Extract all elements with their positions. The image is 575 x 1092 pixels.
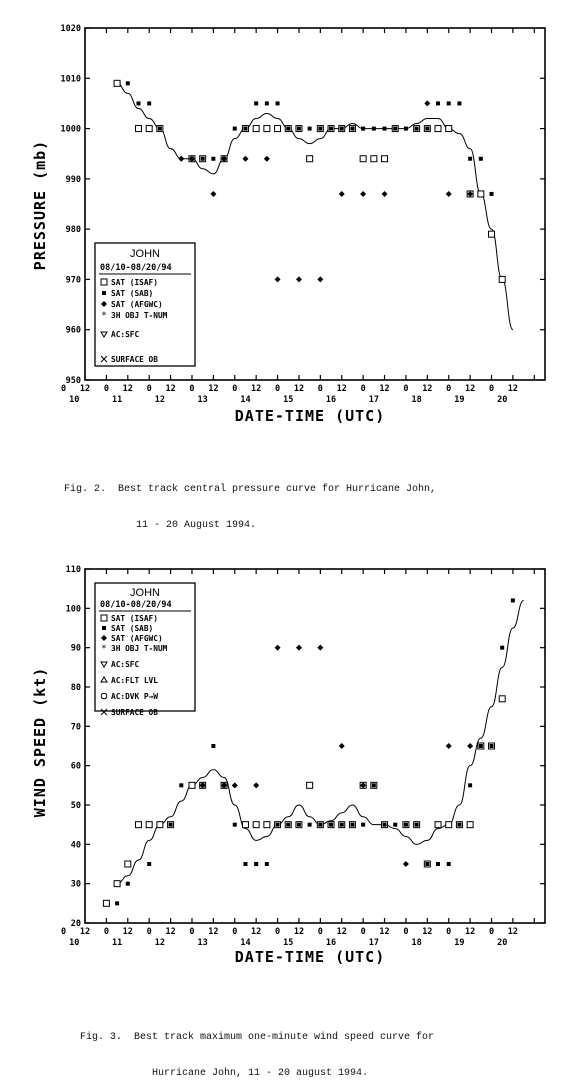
x-tick-day-label: 10 [69, 938, 80, 948]
x-tick-hour-label: 12 [507, 927, 519, 937]
sat-isaf-point [264, 822, 270, 828]
x-tick-hour-label: 0 [61, 927, 67, 937]
sat-sab-point [436, 101, 440, 105]
x-tick-hour-label: 0 [403, 927, 409, 937]
x-tick-hour-label: 0 [103, 927, 109, 937]
sat-sab-point [265, 862, 269, 866]
y-tick-label: 70 [70, 722, 81, 733]
sat-isaf-point [125, 861, 131, 867]
wind-y-axis-title: WIND SPEED (kt) [31, 666, 49, 818]
legend-entry-label: AC:FLT LVL [111, 676, 158, 685]
sat-sab-point [361, 127, 365, 131]
sat-sab-point [276, 101, 280, 105]
x-tick-hour-label: 12 [122, 384, 133, 394]
sat-sab-point [297, 823, 301, 827]
x-tick-hour-label: 0 [446, 384, 452, 394]
sat-afgwc-point [264, 156, 270, 162]
x-tick-day-label: 13 [197, 395, 208, 405]
sat-isaf-point [478, 191, 484, 197]
sat-sab-point [372, 783, 376, 787]
x-tick-hour-label: 12 [293, 384, 305, 394]
fig2-caption-line-1: Fig. 2. Best track central pressure curve for Hurricane John, [64, 484, 437, 495]
legend-marker: * [101, 311, 107, 321]
sat-isaf-point [242, 822, 248, 828]
y-tick-label: 110 [65, 565, 81, 575]
legend-dates: 08/10-08/20/94 [100, 600, 172, 610]
sat-afgwc-point [446, 191, 452, 197]
sat-sab-point [308, 823, 312, 827]
x-tick-day-label: 11 [111, 395, 123, 405]
sat-afgwc-point [275, 645, 281, 651]
x-tick-hour-label: 0 [232, 384, 238, 394]
x-tick-day-label: 17 [368, 938, 379, 948]
x-tick-hour-label: 0 [146, 927, 152, 937]
sat-isaf-point [371, 156, 377, 162]
x-tick-hour-label: 12 [422, 927, 433, 937]
sat-sab-point [404, 823, 408, 827]
legend-entry-label: AC:SFC [111, 330, 140, 339]
x-tick-day-label: 13 [197, 938, 208, 948]
fig3-caption-line-1: Fig. 3. Best track maximum one-minute wind speed curve for [80, 1032, 435, 1043]
sat-sab-point [383, 127, 387, 131]
sat-isaf-point [499, 276, 505, 282]
sat-afgwc-point [317, 276, 323, 282]
x-tick-day-label: 19 [454, 938, 465, 948]
sat-sab-point [308, 127, 312, 131]
sat-sab-point [468, 157, 472, 161]
sat-sab-point [457, 823, 461, 827]
y-tick-label: 30 [70, 879, 81, 890]
y-tick-label: 1000 [60, 124, 81, 135]
x-tick-hour-label: 12 [379, 927, 390, 937]
sat-sab-point [211, 744, 215, 748]
sat-sab-point [415, 823, 419, 827]
legend-title: JOHN [130, 587, 160, 599]
sat-afgwc-point [296, 645, 302, 651]
sat-isaf-point [135, 822, 141, 828]
sat-sab-point [383, 823, 387, 827]
legend-marker [102, 291, 106, 295]
sat-sab-point [350, 127, 354, 131]
x-tick-hour-label: 0 [103, 384, 109, 394]
sat-isaf-point [146, 822, 152, 828]
sat-sab-point [447, 101, 451, 105]
x-tick-hour-label: 0 [146, 384, 152, 394]
y-tick-label: 950 [65, 376, 81, 386]
sat-sab-point [393, 127, 397, 131]
x-tick-hour-label: 12 [379, 384, 390, 394]
x-tick-day-label: 16 [325, 938, 337, 948]
sat-sab-point [286, 127, 290, 131]
y-tick-label: 1010 [60, 74, 81, 85]
y-tick-label: 50 [70, 801, 81, 811]
x-tick-hour-label: 12 [293, 927, 305, 937]
legend-title: JOHN [130, 248, 160, 260]
sat-afgwc-point [210, 191, 216, 197]
sat-isaf-point [435, 822, 441, 828]
sat-sab-point [318, 127, 322, 131]
wind-x-axis-title: DATE-TIME (UTC) [234, 948, 386, 966]
sat-isaf-point [307, 156, 313, 162]
sat-sab-point [490, 744, 494, 748]
sat-isaf-point [189, 782, 195, 788]
y-tick-label: 90 [70, 643, 81, 654]
sat-sab-point [340, 127, 344, 131]
sat-isaf-point [135, 126, 141, 132]
legend-entry-label: SAT (ISAF) [111, 278, 158, 287]
sat-sab-point [201, 157, 205, 161]
y-tick-label: 1020 [60, 24, 81, 34]
sat-sab-point [415, 127, 419, 131]
wind-chart [0, 555, 575, 975]
x-tick-day-label: 20 [497, 938, 508, 948]
sat-sab-point [318, 823, 322, 827]
sat-sab-point [233, 823, 237, 827]
x-tick-hour-label: 12 [79, 384, 91, 394]
x-tick-hour-label: 0 [403, 384, 409, 394]
y-tick-label: 970 [65, 275, 81, 286]
sat-sab-point [329, 823, 333, 827]
legend-entry-label: SURFACE OB [111, 708, 158, 717]
x-tick-hour-label: 12 [165, 384, 176, 394]
sat-isaf-point [114, 80, 120, 86]
sat-sab-point [126, 882, 130, 886]
wind-legend [95, 583, 195, 717]
x-tick-hour-label: 0 [360, 927, 366, 937]
pressure-chart [0, 0, 575, 440]
sat-afgwc-point [339, 191, 345, 197]
sat-isaf-point [382, 156, 388, 162]
fig3-caption [80, 1008, 434, 1092]
sat-sab-point [233, 127, 237, 131]
sat-isaf-point [435, 126, 441, 132]
x-tick-hour-label: 12 [464, 927, 476, 937]
x-tick-day-label: 15 [283, 938, 294, 948]
sat-isaf-point [275, 126, 281, 132]
sat-isaf-point [467, 822, 473, 828]
sat-afgwc-point [232, 782, 238, 788]
sat-isaf-point [146, 126, 152, 132]
x-tick-day-label: 14 [240, 395, 251, 405]
sat-sab-point [147, 862, 151, 866]
x-tick-hour-label: 12 [336, 927, 347, 937]
x-tick-hour-label: 12 [336, 384, 347, 394]
sat-isaf-point [499, 696, 505, 702]
x-tick-day-label: 12 [154, 938, 166, 948]
x-tick-hour-label: 12 [165, 927, 176, 937]
sat-afgwc-point [467, 743, 473, 749]
x-tick-hour-label: 0 [189, 927, 195, 937]
x-tick-hour-label: 0 [61, 384, 67, 394]
sat-afgwc-point [296, 276, 302, 282]
sat-afgwc-point [424, 100, 430, 106]
x-tick-day-label: 19 [454, 395, 465, 405]
legend-marker [102, 626, 106, 630]
sat-sab-point [436, 862, 440, 866]
legend-entry-label: SAT (ISAF) [111, 614, 158, 623]
sat-sab-point [115, 901, 119, 905]
sat-sab-point [254, 101, 258, 105]
legend-entry-label: 3H OBJ T-NUM [111, 311, 168, 320]
sat-sab-point [147, 101, 151, 105]
sat-afgwc-point [275, 276, 281, 282]
sat-sab-point [243, 127, 247, 131]
sat-sab-point [169, 823, 173, 827]
x-tick-hour-label: 0 [274, 384, 281, 394]
y-tick-label: 40 [70, 840, 81, 851]
sat-sab-point [479, 157, 483, 161]
sat-isaf-point [446, 822, 452, 828]
legend-marker [101, 615, 107, 621]
sat-sab-point [243, 862, 247, 866]
legend-entry-label: SAT (AFGWC) [111, 300, 163, 309]
x-tick-hour-label: 12 [251, 927, 262, 937]
legend-entry-label: SAT (AFGWC) [111, 634, 163, 643]
sat-afgwc-point [242, 156, 248, 162]
sat-sab-point [490, 192, 494, 196]
sat-sab-point [447, 862, 451, 866]
x-tick-hour-label: 12 [208, 384, 219, 394]
x-tick-hour-label: 0 [488, 384, 495, 394]
sat-sab-point [500, 646, 504, 650]
sat-isaf-point [253, 126, 259, 132]
pressure-x-axis-title: DATE-TIME (UTC) [234, 407, 386, 425]
sat-sab-point [297, 127, 301, 131]
sat-isaf-point [446, 126, 452, 132]
fig3-caption-line-2: Hurricane John, 11 - 20 august 1994. [152, 1068, 369, 1079]
sat-sab-point [211, 157, 215, 161]
sat-sab-point [254, 862, 258, 866]
x-tick-hour-label: 12 [251, 384, 262, 394]
sat-sab-point [286, 823, 290, 827]
sat-afgwc-point [178, 156, 184, 162]
sat-isaf-point [157, 822, 163, 828]
y-tick-label: 100 [65, 604, 81, 615]
sat-afgwc-point [382, 191, 388, 197]
legend-entry-label: SURFACE OB [111, 355, 158, 364]
y-tick-label: 20 [70, 919, 81, 929]
sat-sab-point [136, 101, 140, 105]
x-tick-hour-label: 0 [189, 384, 195, 394]
x-tick-hour-label: 12 [507, 384, 519, 394]
legend-entry-label: AC:SFC [111, 660, 140, 669]
sat-sab-point [479, 744, 483, 748]
sat-sab-point [372, 127, 376, 131]
x-tick-day-label: 17 [368, 395, 379, 405]
fig2-caption-line-2: 11 - 20 August 1994. [136, 520, 257, 531]
x-tick-day-label: 18 [411, 395, 422, 405]
sat-afgwc-point [253, 782, 259, 788]
sat-isaf-point [307, 782, 313, 788]
sat-sab-point [425, 862, 429, 866]
x-tick-hour-label: 0 [232, 927, 238, 937]
legend-dates: 08/10-08/20/94 [100, 263, 172, 273]
x-tick-day-label: 12 [154, 395, 166, 405]
sat-sab-point [329, 127, 333, 131]
x-tick-day-label: 15 [283, 395, 294, 405]
legend-entry-label: AC:DVK P→W [111, 692, 158, 701]
sat-sab-point [126, 81, 130, 85]
legend-entry-label: SAT (SAB) [111, 289, 154, 298]
x-tick-hour-label: 12 [208, 927, 219, 937]
x-tick-hour-label: 12 [79, 927, 91, 937]
sat-sab-point [361, 823, 365, 827]
pressure-legend [95, 243, 195, 366]
sat-isaf-point [253, 822, 259, 828]
sat-afgwc-point [339, 743, 345, 749]
y-tick-label: 80 [70, 683, 81, 693]
sat-afgwc-point [403, 861, 409, 867]
x-tick-hour-label: 0 [360, 384, 366, 394]
legend-marker [101, 279, 107, 285]
sat-isaf-point [114, 881, 120, 887]
sat-afgwc-point [446, 743, 452, 749]
sat-sab-point [158, 127, 162, 131]
sat-sab-point [340, 823, 344, 827]
x-tick-hour-label: 12 [122, 927, 133, 937]
x-tick-hour-label: 0 [488, 927, 495, 937]
sat-sab-point [425, 127, 429, 131]
y-tick-label: 960 [65, 325, 81, 336]
sat-isaf-point [360, 156, 366, 162]
sat-sab-point [468, 783, 472, 787]
x-tick-day-label: 18 [411, 938, 422, 948]
y-tick-label: 990 [65, 174, 81, 185]
sat-afgwc-point [360, 191, 366, 197]
x-tick-day-label: 20 [497, 395, 508, 405]
x-tick-hour-label: 0 [317, 927, 323, 937]
x-tick-hour-label: 12 [422, 384, 433, 394]
x-tick-day-label: 16 [325, 395, 337, 405]
sat-sab-point [404, 127, 408, 131]
legend-entry-label: 3H OBJ T-NUM [111, 644, 168, 653]
sat-sab-point [179, 783, 183, 787]
sat-isaf-point [103, 900, 109, 906]
x-tick-hour-label: 12 [464, 384, 476, 394]
sat-sab-point [457, 101, 461, 105]
legend-marker: * [101, 644, 107, 654]
y-tick-label: 60 [70, 761, 81, 772]
pressure-y-axis-title: PRESSURE (mb) [31, 139, 49, 271]
sat-sab-point [265, 101, 269, 105]
sat-sab-point [350, 823, 354, 827]
y-tick-label: 980 [65, 225, 81, 236]
sat-isaf-point [489, 231, 495, 237]
sat-sab-point [511, 598, 515, 602]
x-tick-day-label: 14 [240, 938, 251, 948]
sat-isaf-point [264, 126, 270, 132]
x-tick-day-label: 11 [111, 938, 123, 948]
x-tick-hour-label: 0 [446, 927, 452, 937]
sat-afgwc-point [317, 645, 323, 651]
legend-entry-label: SAT (SAB) [111, 624, 154, 633]
x-tick-day-label: 10 [69, 395, 80, 405]
fig2-caption [64, 460, 436, 544]
sat-sab-point [276, 823, 280, 827]
x-tick-hour-label: 0 [274, 927, 281, 937]
x-tick-hour-label: 0 [317, 384, 323, 394]
sat-sab-point [393, 823, 397, 827]
